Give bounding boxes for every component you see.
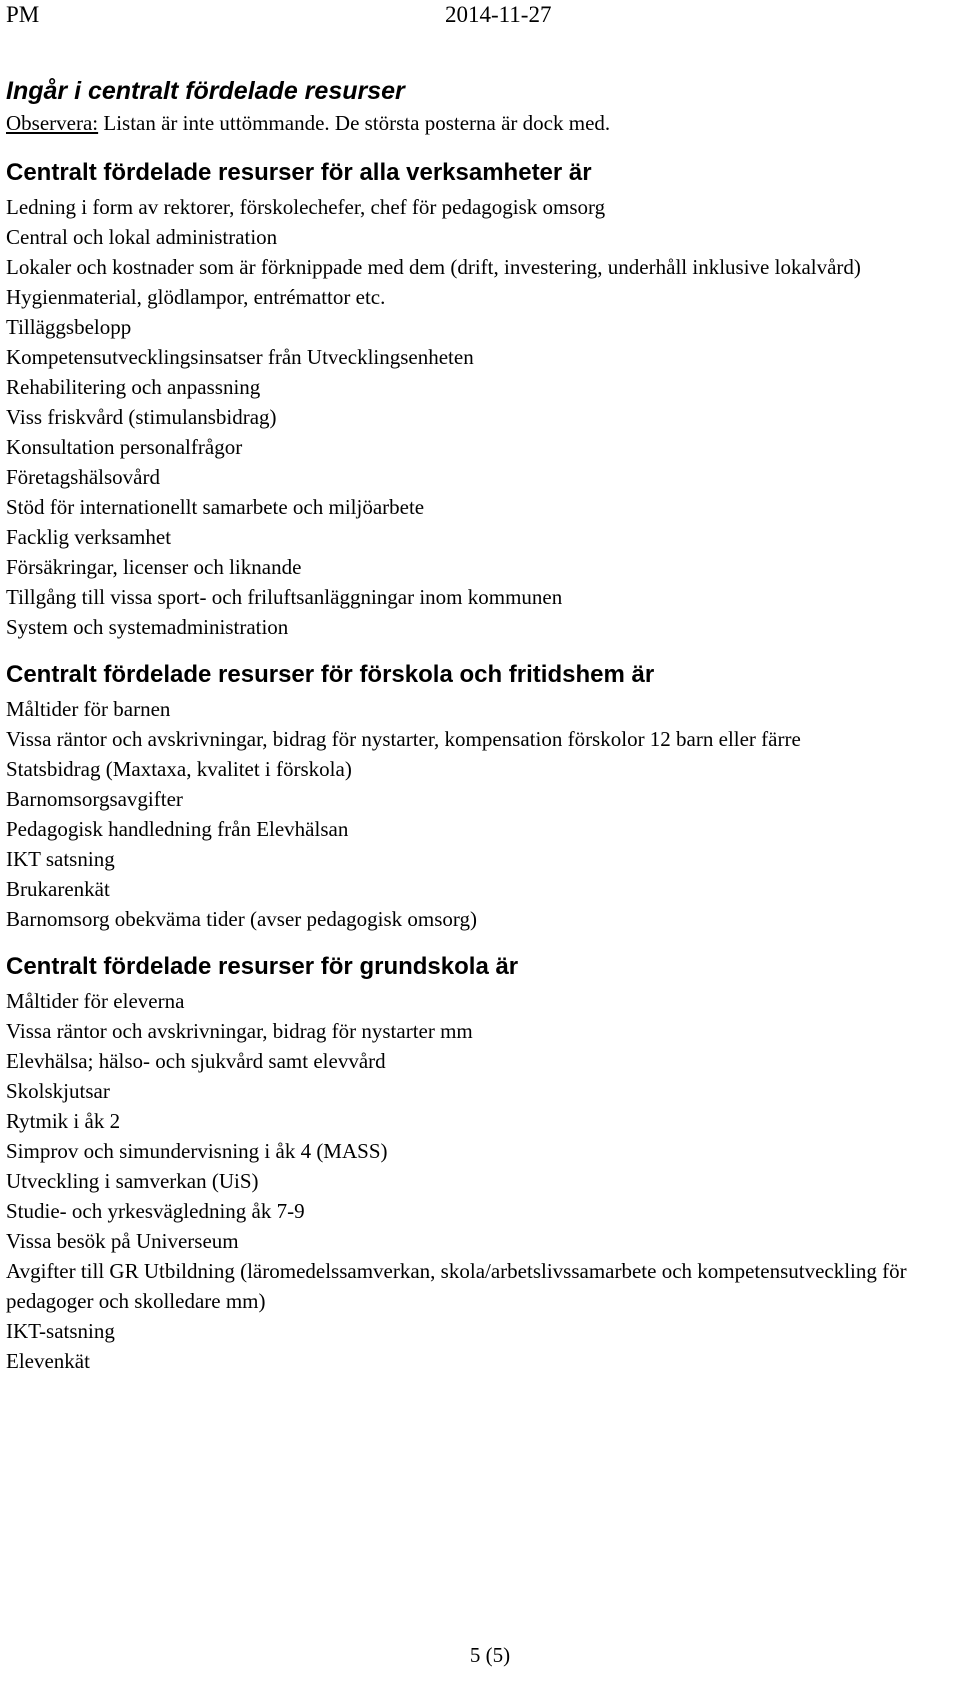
list-item: Lokaler och kostnader som är förknippade med dem (drift, investering, underhåll inklusive lokalvård) [6,255,861,279]
list-item: Pedagogisk handledning från Elevhälsan [6,817,349,841]
resource-list [6,192,954,642]
note-text: Listan är inte uttömmande. De största posterna är dock med. [98,111,611,135]
list-item: Vissa räntor och avskrivningar, bidrag för nystarter, kompensation förskolor 12 barn eller färre [6,727,801,751]
list-item: Utveckling i samverkan (UiS) [6,1169,259,1193]
list-item: Simprov och simundervisning i åk 4 (MASS) [6,1139,388,1163]
section-primary-school [6,950,954,1376]
page-header [0,0,960,30]
page-title: Ingår i centralt fördelade resurser [6,77,405,105]
list-item: Brukarenkät [6,877,110,901]
list-item: Ledning i form av rektorer, förskolechefer, chef för pedagogisk omsorg [6,195,606,219]
list-item: Tillgång till vissa sport- och friluftsanläggningar inom kommunen [6,585,563,609]
resource-list [6,986,954,1376]
list-item: Barnomsorg obekväma tider (avser pedagogisk omsorg) [6,907,478,931]
list-item: Stöd för internationellt samarbete och miljöarbete [6,495,425,519]
list-item: Barnomsorgsavgifter [6,787,183,811]
section-heading: Centralt fördelade resurser för grundskola är [6,953,519,980]
list-item: Skolskjutsar [6,1079,110,1103]
list-item: Tilläggsbelopp [6,315,132,339]
list-item: Rehabilitering och anpassning [6,375,261,399]
list-item: IKT satsning [6,847,115,871]
section-preschool [6,658,954,934]
list-item: Central och lokal administration [6,225,278,249]
list-item: System och systemadministration [6,615,289,639]
list-item: Vissa räntor och avskrivningar, bidrag för nystarter mm [6,1019,473,1043]
list-item: Hygienmaterial, glödlampor, entrémattor etc. [6,285,386,309]
page-footer [0,1640,960,1670]
list-item: Företagshälsovård [6,465,160,489]
page-number: 5 (5) [469,1643,511,1667]
list-item: Måltider för eleverna [6,989,185,1013]
list-item: Elevenkät [6,1349,90,1373]
list-item: Viss friskvård (stimulansbidrag) [6,405,277,429]
section-heading: Centralt fördelade resurser för förskola och fritidshem är [6,661,655,688]
list-item: Elevhälsa; hälso- och sjukvård samt elevvård [6,1049,386,1073]
list-item: Vissa besök på Universeum [6,1229,239,1253]
list-item: Konsultation personalfrågor [6,435,243,459]
resource-list [6,694,954,934]
section-heading: Centralt fördelade resurser för alla verksamheter är [6,159,592,186]
section-all-activities [6,156,954,642]
header-date: 2014-11-27 [445,2,552,27]
note-label: Observera: [6,111,99,135]
document-body [6,74,954,1392]
header-author: PM [6,2,40,27]
list-item: Avgifter till GR Utbildning (läromedelssamverkan, skola/arbetslivssamarbete och kompetensutveckling för pedagoger och skolledare mm) [6,1259,907,1313]
note-paragraph [6,108,954,138]
list-item: IKT-satsning [6,1319,115,1343]
list-item: Kompetensutvecklingsinsatser från Utvecklingsenheten [6,345,474,369]
list-item: Måltider för barnen [6,697,171,721]
list-item: Rytmik i åk 2 [6,1109,121,1133]
list-item: Statsbidrag (Maxtaxa, kvalitet i förskola) [6,757,352,781]
list-item: Studie- och yrkesvägledning åk 7-9 [6,1199,305,1223]
list-item: Facklig verksamhet [6,525,172,549]
list-item: Försäkringar, licenser och liknande [6,555,302,579]
